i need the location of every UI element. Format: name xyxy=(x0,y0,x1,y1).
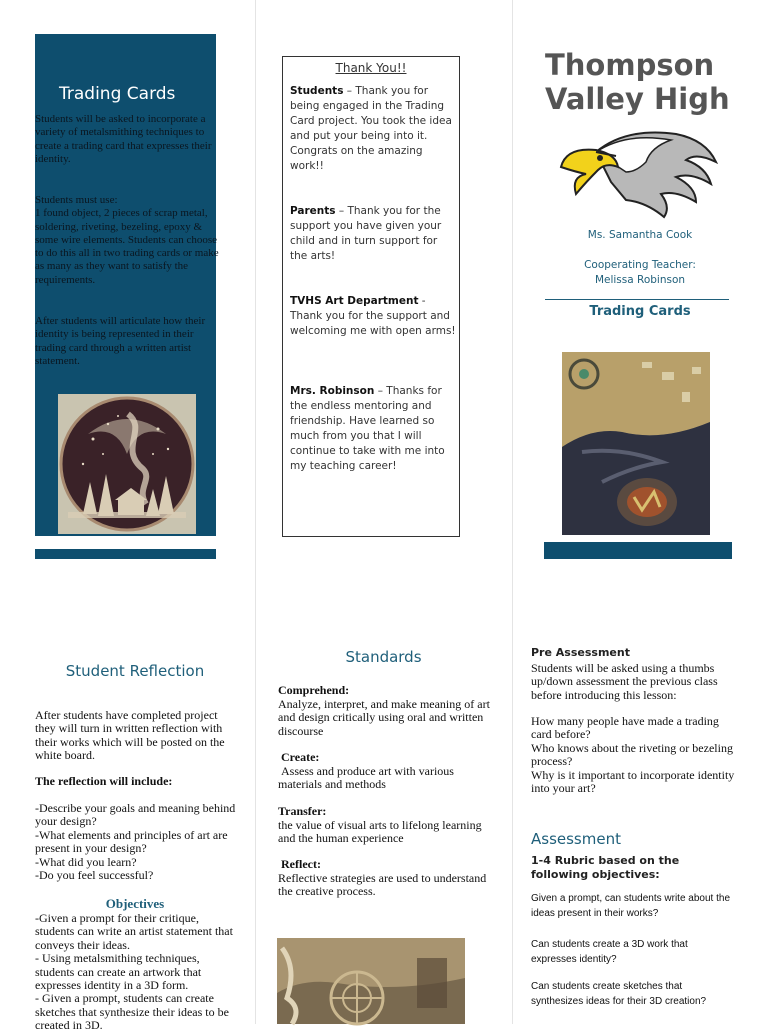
panel-requirements-text: Students must use: 1 found object, 2 pieces of scrap metal, soldering, riveting, bezeling, epoxy & some wire elements. Students can choose to do this all in two trading cards or make as many as they want to satisfy the requirements. xyxy=(35,194,219,286)
cooperating-teacher-name: Melissa Robinson xyxy=(594,274,686,286)
thanks-students-text: – Thank you for being engaged in the Trading Card project. You took the idea and put your being into it. Congrats on the amazing work!! xyxy=(290,85,452,172)
thanks-parents-text: – Thank you for the support you have given your child and in turn support for the arts! xyxy=(290,205,442,262)
thanks-dept-label: TVHS Art Department xyxy=(290,295,419,307)
thanks-robinson-label: Mrs. Robinson xyxy=(290,385,375,397)
assessment-question-1: Given a prompt, can students write about the ideas present in their works? xyxy=(531,893,730,919)
panel-intro-text: Students will be asked to incorporate a variety of metalsmithing techniques to create a trading card that expresses their identity. xyxy=(35,113,212,165)
student-reflection-heading: Student Reflection xyxy=(65,662,205,680)
thanks-parents-label: Parents xyxy=(290,205,336,217)
rubric-heading: 1-4 Rubric based on the following objectives: xyxy=(531,854,680,881)
pre-assessment-heading: Pre Assessment xyxy=(531,646,630,659)
cover-bottom-bar xyxy=(544,542,732,559)
metal-detail-photo xyxy=(277,938,465,1024)
standard-comprehend-text: Analyze, interpret, and make meaning of art and design critically using oral and written discourse xyxy=(278,697,490,738)
panel-statement-text: After students will articulate how their identity is being represented in their trading card through a written artist statement. xyxy=(35,315,206,367)
thanks-parents xyxy=(290,204,456,264)
reflection-include-label: The reflection will include: xyxy=(35,774,173,788)
standard-create-label: Create: xyxy=(278,750,320,764)
assessment-question-2: Can students create a 3D work that expresses identity? xyxy=(531,939,688,965)
objectives-list: -Given a prompt for their critique, students can write an artist statement that conveys their ideas. - Using metalsmithing techniques, students can create an artwork that expresses identity in a 3D form. - Given a prompt, students can create sketches that synthesize their ideas to be created in 3D. xyxy=(35,911,233,1033)
thank-you-title: Thank You!! xyxy=(335,61,407,75)
panel-bottom-bar xyxy=(35,549,216,559)
thanks-students xyxy=(290,84,456,174)
assessment-question-3: Can students create sketches that synthesizes ideas for their 3D creation? xyxy=(531,981,707,1007)
thanks-students-label: Students xyxy=(290,85,344,97)
cover-rule xyxy=(545,299,729,300)
standard-reflect-label: Reflect: xyxy=(278,857,321,871)
panel-title: Trading Cards xyxy=(59,84,176,104)
thanks-dept-text: - Thank you for the support and welcoming me with open arms! xyxy=(290,295,456,337)
reflection-questions: -Describe your goals and meaning behind your design? -What elements and principles of art are present in your design? -What did you learn? -Do you feel successful? xyxy=(35,801,236,883)
pre-assessment-questions: How many people have made a trading card before? Who knows about the riveting or bezeling process? Why is it important to incorporate identity into your art? xyxy=(531,714,735,796)
metal-trading-card-photo xyxy=(562,352,710,535)
assessment-heading: Assessment xyxy=(531,830,621,848)
pre-assessment-intro: Students will be asked using a thumbs up/down assessment the previous class before introducing this lesson: xyxy=(531,661,718,702)
teacher-name: Ms. Samantha Cook xyxy=(587,229,693,241)
thanks-dept xyxy=(290,294,456,339)
standard-transfer-label: Transfer: xyxy=(278,804,327,818)
standard-create-text: Assess and produce art with various materials and methods xyxy=(278,764,457,792)
cover-subtitle: Trading Cards xyxy=(589,304,691,319)
panel-divider-1 xyxy=(255,0,256,1024)
standard-comprehend-label: Comprehend: xyxy=(278,683,350,697)
standards-heading: Standards xyxy=(345,648,422,666)
cooperating-teacher-label: Cooperating Teacher: xyxy=(584,259,696,271)
thanks-robinson-text: – Thanks for the endless mentoring and friendship. Have learned so much from you that I will continue to take with me into my teaching career! xyxy=(290,385,445,472)
standard-transfer-text: the value of visual arts to lifelong learning and the human experience xyxy=(278,818,482,846)
standard-reflect-text: Reflective strategies are used to understand the creative process. xyxy=(278,871,487,899)
school-title: Thompson Valley High xyxy=(545,48,730,116)
panel-divider-2 xyxy=(512,0,513,1024)
eagle-mascot-logo xyxy=(556,122,718,222)
thanks-robinson xyxy=(290,384,456,474)
objectives-heading: Objectives xyxy=(105,896,165,911)
moon-trading-card-image xyxy=(58,394,196,534)
reflection-intro: After students have completed project they will turn in written reflection with their works which will be posted on the white board. xyxy=(35,708,225,763)
